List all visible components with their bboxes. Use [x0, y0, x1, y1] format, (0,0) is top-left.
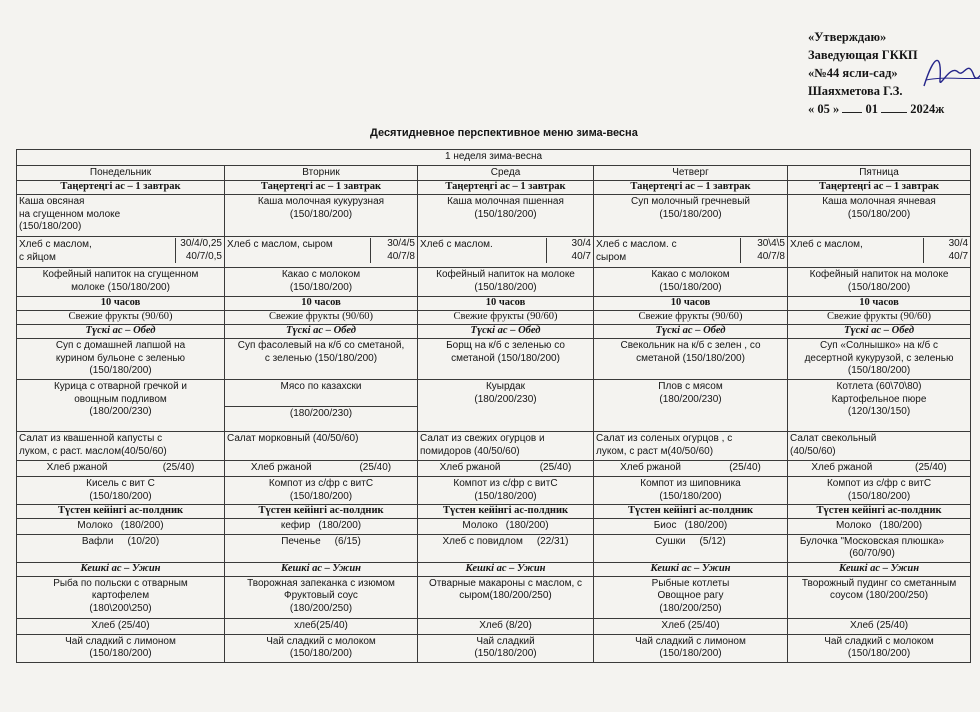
approval-line: «Утверждаю» [808, 30, 887, 44]
breakfast-drink: Кофейный напиток на молоке (150/180/200) [418, 268, 594, 297]
lunch-main: Куырдак (180/200/230) [474, 381, 537, 405]
lunch-bread-qty: (25/40) [359, 462, 392, 473]
snack-drink-qty: (180/200) [318, 520, 362, 531]
lunch-main-cell [225, 380, 418, 432]
ten-oclock-label: 10 часов [594, 297, 788, 311]
lunch-bread-cell [17, 461, 225, 477]
snack-header-row [17, 505, 971, 519]
lunch-section-label: Түскі ас – Обед [418, 325, 594, 339]
breakfast-porridge: Каша молочная кукурузная (150/180/200) [225, 195, 418, 237]
snack-bake-content [596, 536, 785, 549]
lunch-salad: Салат морковный (40/50/60) [225, 432, 418, 461]
lunch-salad: Салат свекольный (40/50/60) [788, 432, 971, 461]
snack-bake-cell [225, 534, 418, 562]
dinner-section-label: Кешкі ас – Ужин [17, 562, 225, 576]
dinner-main: Творожный пудинг со сметанным соусом (180/200/250) [788, 576, 971, 618]
breakfast-bread-cell [788, 237, 971, 268]
lunch-bread-name: Хлеб ржаной [439, 462, 501, 473]
snack-section-label: Түстен кейінгі ас-полдник [418, 505, 594, 519]
snack-drink-cell [225, 519, 418, 535]
breakfast-drink-row [17, 268, 971, 297]
lunch-main-cell [17, 380, 225, 432]
dinner-main-row [17, 576, 971, 618]
dinner-section-label: Кешкі ас – Ужин [788, 562, 971, 576]
breakfast-drink: Кофейный напиток на сгущенном молоке (150/180/200) [17, 268, 225, 297]
breakfast-bread-split [19, 238, 222, 264]
snack-drink-row [17, 519, 971, 535]
lunch-bread-qty: (25/40) [915, 462, 947, 473]
approval-date-month: 01 [865, 102, 878, 116]
breakfast-drink: Кофейный напиток на молоке (150/180/200) [788, 268, 971, 297]
breakfast-bread-cell [418, 237, 594, 268]
lunch-main-row [17, 380, 971, 432]
dinner-section-label: Кешкі ас – Ужин [594, 562, 788, 576]
snack-bake-cell [788, 534, 971, 562]
lunch-main-cell [418, 380, 594, 432]
dinner-drink: Чай сладкий с молоком (150/180/200) [225, 634, 418, 662]
snack-bake-qty: (5/12) [699, 535, 726, 547]
dinner-drink: Чай сладкий с молоком (150/180/200) [788, 634, 971, 662]
lunch-bread-cell [594, 461, 788, 477]
dinner-bread: Хлеб (25/40) [594, 618, 788, 634]
lunch-bread-cell [788, 461, 971, 477]
lunch-section-label: Түскі ас – Обед [17, 325, 225, 339]
lunch-main: Мясо по казахски [280, 381, 362, 392]
snack-drink-cell [788, 519, 971, 535]
lunch-salad: Салат из квашенной капусты с луком, с раст. маслом(40/50/60) [17, 432, 225, 461]
ten-oclock-label: 10 часов [418, 297, 594, 311]
lunch-bread-row-content [227, 462, 415, 475]
breakfast-section-label: Таңертеңгі ас – 1 завтрак [225, 181, 418, 195]
snack-bake-name: Булочка "Московская плюшка» (60/70/90) [799, 535, 945, 559]
lunch-soup-row [17, 339, 971, 380]
lunch-drink: Кисель с вит С (150/180/200) [17, 477, 225, 505]
breakfast-bread-qty: 30/4 40/7 [546, 238, 591, 263]
ten-oclock-label: 10 часов [788, 297, 971, 311]
breakfast-section-label: Таңертеңгі ас – 1 завтрак [17, 181, 225, 195]
snack-drink-qty: (180/200) [879, 520, 923, 531]
snack-drink-qty: (180/200) [505, 520, 549, 531]
lunch-soup: Суп фасолевый на к/б со сметаной, с зеленью (150/180/200) [225, 339, 418, 380]
snack-bake-row [17, 534, 971, 562]
lunch-bread-row-content [420, 462, 591, 475]
dinner-main: Творожная запеканка с изюмом Фруктовый соус (180/200/250) [225, 576, 418, 618]
fruit-item: Свежие фрукты (90/60) [225, 311, 418, 325]
dinner-drink: Чай сладкий (150/180/200) [418, 634, 594, 662]
dinner-drink-row [17, 634, 971, 662]
snack-section-label: Түстен кейінгі ас-полдник [594, 505, 788, 519]
dinner-section-label: Кешкі ас – Ужин [225, 562, 418, 576]
lunch-section-label: Түскі ас – Обед [594, 325, 788, 339]
lunch-section-label: Түскі ас – Обед [788, 325, 971, 339]
breakfast-porridge: Каша молочная ячневая (150/180/200) [788, 195, 971, 237]
breakfast-bread-qty: 30/4 40/7 [923, 238, 968, 263]
approval-line: «№44 ясли-сад» [808, 66, 898, 80]
lunch-bread-row-content [19, 462, 222, 475]
snack-drink-name: Молоко [462, 520, 498, 531]
dinner-drink: Чай сладкий с лимоном (150/180/200) [17, 634, 225, 662]
approval-name: Шаяхметова Г.З. [808, 84, 903, 98]
snack-section-label: Түстен кейінгі ас-полдник [17, 505, 225, 519]
lunch-bread-qty: (25/40) [539, 462, 572, 473]
snack-drink-content [420, 520, 591, 533]
snack-drink-name: Молоко [77, 520, 113, 531]
lunch-bread-name: Хлеб ржаной [620, 462, 682, 473]
day-header: Пятница [788, 165, 971, 181]
dinner-main: Отварные макароны с маслом, с сыром(180/200/250) [418, 576, 594, 618]
breakfast-bread-cell [225, 237, 418, 268]
dinner-bread: Хлеб (25/40) [788, 618, 971, 634]
breakfast-section-label: Таңертеңгі ас – 1 завтрак [594, 181, 788, 195]
breakfast-drink: Какао с молоком (150/180/200) [594, 268, 788, 297]
lunch-bread-row-content [596, 462, 785, 475]
snack-bake-qty: (10/20) [127, 535, 160, 547]
lunch-drink: Компот из с/фр с витС (150/180/200) [788, 477, 971, 505]
breakfast-header-row [17, 181, 971, 195]
lunch-salad: Салат из соленых огурцов , с луком, с раст м(40/50/60) [594, 432, 788, 461]
dinner-main: Рыба по польски с отварным картофелем (180\200\250) [17, 576, 225, 618]
lunch-header-row [17, 325, 971, 339]
breakfast-bread-qty: 30\4\5 40/7/8 [740, 238, 785, 263]
breakfast-bread-qty: 30/4/5 40/7/8 [370, 238, 415, 263]
breakfast-bread-qty: 30/4/0,25 40/7/0,5 [175, 238, 222, 263]
breakfast-bread-cell [17, 237, 225, 268]
lunch-drink-row [17, 477, 971, 505]
breakfast-bread-name: Хлеб с маслом. с сыром [596, 239, 677, 263]
snack-bake-qty: (22/31) [536, 535, 569, 547]
lunch-main: Плов с мясом (180/200/230) [658, 381, 723, 405]
lunch-bread-name: Хлеб ржаной [46, 462, 108, 473]
lunch-section-label: Түскі ас – Обед [225, 325, 418, 339]
lunch-main: Котлета (60\70\80) Картофельное пюре (120/130/150) [831, 381, 927, 417]
snack-drink-content [596, 520, 785, 533]
ten-oclock-row [17, 297, 971, 311]
fruit-item: Свежие фрукты (90/60) [788, 311, 971, 325]
ten-oclock-label: 10 часов [17, 297, 225, 311]
dinner-section-label: Кешкі ас – Ужин [418, 562, 594, 576]
snack-drink-name: Биос [653, 520, 677, 531]
week-title: 1 неделя зима-весна [17, 150, 971, 166]
approval-signature-row [808, 82, 973, 100]
lunch-main-portion: (180/200/230) [225, 406, 417, 421]
breakfast-porridge: Каша овсяная на сгущенном молоке (150/180/200) [17, 195, 225, 237]
snack-drink-content [790, 520, 968, 533]
breakfast-section-label: Таңертеңгі ас – 1 завтрак [418, 181, 594, 195]
lunch-salad-row [17, 432, 971, 461]
snack-bake-name: Сушки [655, 535, 686, 547]
lunch-salad: Салат из свежих огурцов и помидоров (40/50/60) [418, 432, 594, 461]
breakfast-bread-name: Хлеб с маслом, [790, 239, 863, 250]
fruit-item: Свежие фрукты (90/60) [418, 311, 594, 325]
snack-section-label: Түстен кейінгі ас-полдник [788, 505, 971, 519]
breakfast-bread-split [420, 238, 591, 263]
lunch-drink: Компот из с/фр с витС (150/180/200) [225, 477, 418, 505]
snack-drink-cell [418, 519, 594, 535]
snack-bake-name: Вафли [81, 535, 114, 547]
breakfast-bread-split [596, 238, 785, 264]
breakfast-porridge: Суп молочный гречневый (150/180/200) [594, 195, 788, 237]
document-title: Десятидневное перспективное меню зима-весна [370, 127, 638, 139]
approval-line: Заведующая ГККП [808, 48, 918, 62]
breakfast-bread-split [227, 238, 415, 263]
snack-drink-name: кефир [280, 520, 311, 531]
lunch-bread-name: Хлеб ржаной [811, 462, 873, 473]
snack-bake-content [790, 536, 968, 561]
breakfast-bread-row [17, 237, 971, 268]
lunch-main-cell [788, 380, 971, 432]
breakfast-porridge: Каша молочная пшенная (150/180/200) [418, 195, 594, 237]
snack-drink-qty: (180/200) [684, 520, 728, 531]
lunch-bread-row [17, 461, 971, 477]
lunch-drink: Компот из с/фр с витС (150/180/200) [418, 477, 594, 505]
approval-block [808, 28, 973, 118]
dinner-bread: Хлеб (8/20) [418, 618, 594, 634]
dinner-bread: Хлеб (25/40) [17, 618, 225, 634]
day-header: Понедельник [17, 165, 225, 181]
snack-bake-cell [594, 534, 788, 562]
ten-oclock-label: 10 часов [225, 297, 418, 311]
snack-drink-content [227, 520, 415, 533]
approval-date-day: « 05 » [808, 102, 840, 116]
snack-bake-content [420, 536, 591, 549]
snack-drink-qty: (180/200) [120, 520, 164, 531]
lunch-drink: Компот из шиповника (150/180/200) [594, 477, 788, 505]
breakfast-drink: Какао с молоком (150/180/200) [225, 268, 418, 297]
snack-bake-name: Хлеб с повидлом [442, 535, 523, 547]
snack-drink-name: Молоко [835, 520, 872, 531]
dinner-bread-row [17, 618, 971, 634]
snack-bake-content [227, 536, 415, 549]
lunch-bread-name: Хлеб ржаной [250, 462, 312, 473]
lunch-soup: Свекольник на к/б с зелен , со сметаной (150/180/200) [594, 339, 788, 380]
lunch-bread-qty: (25/40) [162, 462, 195, 473]
lunch-soup: Суп с домашней лапшой на курином бульоне с зеленью (150/180/200) [17, 339, 225, 380]
lunch-main: Курица с отварной гречкой и овощным подливом (180/200/230) [53, 381, 188, 417]
snack-drink-cell [594, 519, 788, 535]
day-header: Среда [418, 165, 594, 181]
lunch-bread-cell [225, 461, 418, 477]
fruit-item: Свежие фрукты (90/60) [594, 311, 788, 325]
breakfast-bread-name: Хлеб с маслом, сыром [227, 239, 333, 250]
snack-bake-name: Печенье [281, 535, 321, 547]
breakfast-section-label: Таңертеңгі ас – 1 завтрак [788, 181, 971, 195]
snack-bake-qty: (6/15) [334, 535, 361, 547]
lunch-bread-cell [418, 461, 594, 477]
breakfast-porridge-row [17, 195, 971, 237]
fruit-row [17, 311, 971, 325]
day-header: Четверг [594, 165, 788, 181]
snack-drink-content [19, 520, 222, 533]
lunch-main-cell [594, 380, 788, 432]
dinner-main: Рыбные котлеты Овощное рагу (180/200/250) [594, 576, 788, 618]
lunch-bread-row-content [790, 462, 968, 475]
snack-section-label: Түстен кейінгі ас-полдник [225, 505, 418, 519]
breakfast-bread-name: Хлеб с маслом, с яйцом [19, 239, 92, 263]
snack-bake-content [19, 536, 222, 549]
dinner-header-row [17, 562, 971, 576]
days-row [17, 165, 971, 181]
day-header: Вторник [225, 165, 418, 181]
breakfast-bread-cell [594, 237, 788, 268]
breakfast-bread-split [790, 238, 968, 263]
lunch-soup: Суп «Солнышко» на к/б с десертной кукурузой, с зеленью (150/180/200) [788, 339, 971, 380]
approval-date [808, 100, 973, 118]
snack-drink-cell [17, 519, 225, 535]
fruit-item: Свежие фрукты (90/60) [17, 311, 225, 325]
approval-date-year: 2024ж [910, 102, 945, 116]
lunch-bread-qty: (25/40) [729, 462, 761, 473]
snack-bake-cell [418, 534, 594, 562]
breakfast-bread-name: Хлеб с маслом. [420, 239, 493, 250]
snack-bake-cell [17, 534, 225, 562]
dinner-drink: Чай сладкий с лимоном (150/180/200) [594, 634, 788, 662]
dinner-bread: хлеб(25/40) [225, 618, 418, 634]
handwritten-signature [920, 50, 980, 94]
lunch-soup: Борщ на к/б с зеленью со сметаной (150/180/200) [418, 339, 594, 380]
menu-table [16, 149, 971, 663]
